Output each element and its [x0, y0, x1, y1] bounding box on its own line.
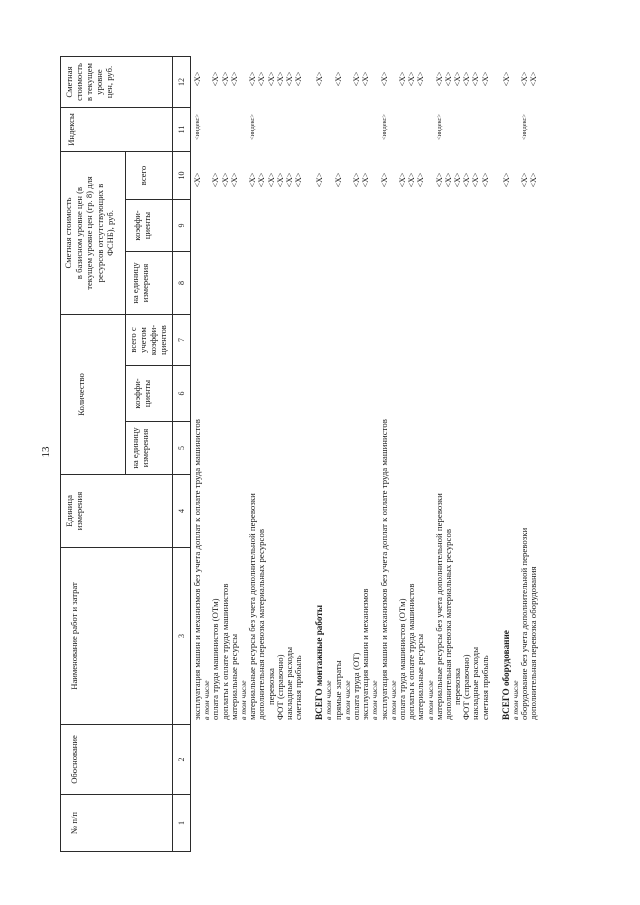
row-name: в том числе: [388, 680, 398, 720]
header-cell-cost-per-unit: на единицу измерения: [125, 251, 173, 315]
table-row: [211, 0, 220, 905]
header-group-base-cost: Сметная стоимость в базисном уровне цен (в текущем уровне цен (гр. 8) для ресурсов отсутствующих в ФСНБ), руб.: [60, 151, 126, 315]
table-row: [285, 0, 294, 905]
cell-base-total: <Х>: [361, 172, 371, 188]
cell-base-total: <Х>: [397, 172, 407, 188]
cell-base-total: <Х>: [220, 172, 230, 188]
cell-index: <индекс>: [521, 114, 529, 140]
table-row: [416, 0, 425, 905]
cell-base-total: <Х>: [471, 172, 481, 188]
row-name: ВСЕГО оборудование: [500, 630, 511, 720]
cell-base-total: <Х>: [434, 172, 444, 188]
column-number: 5: [172, 421, 191, 475]
row-name: перевозка: [452, 668, 463, 705]
header-cell-cost-coefficients: коэффи- циенты: [125, 199, 173, 252]
cell-base-total: <Х>: [193, 172, 202, 188]
table-row: [248, 0, 257, 905]
cell-base-total: <Х>: [453, 172, 463, 188]
row-name: оборудование без учета дополнительной перевозки: [519, 527, 530, 720]
cell-base-total: <Х>: [379, 172, 389, 188]
cell-base-total: <Х>: [443, 172, 453, 188]
header-cell-current-cost: Сметная стоимость в текущем уровне цен, руб.: [60, 56, 173, 108]
column-number: 10: [172, 151, 191, 200]
column-number: 6: [172, 365, 191, 422]
row-name: накладные расходы: [283, 646, 294, 720]
column-number: 2: [172, 724, 191, 795]
row-name: оплата труда (ОТ): [351, 652, 361, 720]
cell-current-total: <Х>: [211, 71, 221, 87]
cell-current-total: <Х>: [520, 71, 530, 87]
table-row: [315, 0, 324, 905]
header-cell-qty-per-unit: на единицу измерения: [125, 421, 173, 475]
row-name: оплата труда машинистов (ОТм): [396, 598, 407, 720]
table-row: [407, 0, 416, 905]
cell-base-total: <Х>: [333, 172, 343, 188]
column-number: 12: [172, 56, 191, 108]
table-row: [343, 0, 352, 905]
cell-base-total: <Х>: [284, 172, 294, 188]
cell-current-total: <Х>: [453, 71, 463, 87]
cell-current-total: <Х>: [248, 71, 258, 87]
cell-current-total: <Х>: [315, 71, 325, 87]
header-cell-work-name: Наименование работ и затрат: [60, 547, 173, 725]
table-row: [462, 0, 471, 905]
row-name: в том числе: [511, 680, 520, 720]
cell-base-total: <Х>: [529, 172, 539, 188]
table-row: [294, 0, 303, 905]
table-section: [315, 0, 490, 905]
row-name: ФОТ (справочно): [274, 654, 285, 720]
cell-current-total: <Х>: [443, 71, 453, 87]
cell-base-total: <Х>: [248, 172, 258, 188]
header-cell-row-number: № п/п: [60, 794, 173, 852]
cell-base-total: <Х>: [407, 172, 417, 188]
table-body: [193, 0, 539, 905]
cell-base-total: <Х>: [352, 172, 361, 188]
cell-current-total: <Х>: [462, 71, 472, 87]
cell-current-total: <Х>: [471, 71, 481, 87]
table-row: [361, 0, 370, 905]
cell-current-total: <Х>: [229, 71, 239, 87]
header-cell-cost-total: всего: [125, 151, 173, 200]
row-name: в том числе: [324, 680, 334, 720]
row-name: дополнительная перевозка материальных ресурсов: [256, 528, 267, 720]
cell-base-total: <Х>: [275, 172, 285, 188]
row-name: в том числе: [342, 680, 352, 720]
column-number: 7: [172, 314, 191, 366]
row-name: прямые затраты: [332, 660, 343, 720]
header-cell-basis: Обоснование: [60, 724, 173, 795]
row-name: накладные расходы: [470, 646, 481, 720]
column-number: 11: [172, 107, 191, 152]
table-row: [529, 0, 538, 905]
table-row: [193, 0, 202, 905]
header-cell-unit: Единица измерения: [60, 474, 173, 548]
row-name: ФОТ (справочно): [461, 654, 472, 720]
table-row: [481, 0, 490, 905]
cell-current-total: <Х>: [193, 71, 202, 87]
row-name: сметная прибыль: [479, 655, 490, 720]
table-row: [426, 0, 435, 905]
cell-index: <индекс>: [435, 114, 443, 140]
cell-base-total: <Х>: [480, 172, 490, 188]
table-row: [520, 0, 529, 905]
cell-current-total: <Х>: [352, 71, 361, 87]
table-row: [276, 0, 285, 905]
table-row: [398, 0, 407, 905]
cell-base-total: <Х>: [266, 172, 276, 188]
page-number: 13: [40, 446, 52, 458]
row-name: материальные ресурсы без учета дополнительной перевозки: [247, 493, 258, 720]
row-name: дополнительная перевозка оборудования: [528, 566, 539, 720]
cell-current-total: <Х>: [480, 71, 490, 87]
cell-current-total: <Х>: [266, 71, 276, 87]
table-row: [324, 0, 333, 905]
row-name: в том числе: [238, 680, 248, 720]
table-row: [511, 0, 520, 905]
cell-current-total: <Х>: [379, 71, 389, 87]
cell-base-total: <Х>: [315, 172, 325, 188]
column-number: 4: [172, 474, 191, 548]
table-row: [334, 0, 343, 905]
cell-current-total: <Х>: [294, 71, 304, 87]
row-name: эксплуатация машин и механизмов без учета доплат к оплате труда машинистов: [378, 419, 389, 720]
table-row: [352, 0, 361, 905]
row-name: перевозка: [265, 668, 276, 705]
table-row: [380, 0, 389, 905]
row-name: доплаты к оплате труда машинистов: [219, 583, 230, 720]
cell-index: <индекс>: [194, 114, 201, 140]
header-cell-qty-coefficients: коэффи- циенты: [125, 365, 173, 422]
table-section: [193, 0, 303, 905]
column-number: 1: [172, 794, 191, 852]
row-name: в том числе: [370, 680, 380, 720]
row-name: материальные ресурсы без учета дополнительной перевозки: [433, 493, 444, 720]
table-row: [221, 0, 230, 905]
table-section: [502, 0, 539, 905]
cell-current-total: <Х>: [333, 71, 343, 87]
row-name: материальные ресурсы: [415, 633, 426, 720]
table-row: [230, 0, 239, 905]
row-name: эксплуатация машин и механизмов: [360, 588, 371, 720]
cell-current-total: <Х>: [220, 71, 230, 87]
row-name: доплаты к оплате труда машинистов: [406, 583, 417, 720]
cell-current-total: <Х>: [416, 71, 426, 87]
table-row: [502, 0, 511, 905]
row-name: сметная прибыль: [293, 655, 304, 720]
table-row: [257, 0, 266, 905]
table-row: [267, 0, 276, 905]
cell-current-total: <Х>: [275, 71, 285, 87]
cell-index: <индекс>: [380, 114, 388, 140]
cell-current-total: <Х>: [257, 71, 267, 87]
cell-index: <индекс>: [249, 114, 257, 140]
row-name: в том числе: [202, 680, 212, 720]
cell-current-total: <Х>: [284, 71, 294, 87]
cell-current-total: <Х>: [361, 71, 371, 87]
header-cell-indices: Индексы: [60, 107, 173, 152]
row-name: материальные ресурсы: [228, 633, 239, 720]
cell-current-total: <Х>: [529, 71, 539, 87]
table-row: [471, 0, 480, 905]
cell-base-total: <Х>: [501, 172, 511, 188]
cell-base-total: <Х>: [294, 172, 304, 188]
table-row: [202, 0, 211, 905]
cell-base-total: <Х>: [257, 172, 267, 188]
row-name: дополнительная перевозка материальных ресурсов: [442, 528, 453, 720]
table-row: [389, 0, 398, 905]
table-row: [435, 0, 444, 905]
cell-base-total: <Х>: [520, 172, 530, 188]
row-name: эксплуатация машин и механизмов без учета доплат к оплате труда машинистов: [192, 419, 202, 720]
cell-base-total: <Х>: [416, 172, 426, 188]
row-name: оплата труда машинистов (ОТм): [210, 598, 221, 720]
table-row: [444, 0, 453, 905]
cell-base-total: <Х>: [229, 172, 239, 188]
row-name: ВСЕГО монтажные работы: [314, 604, 325, 720]
header-group-quantity: Количество: [60, 314, 126, 475]
cell-current-total: <Х>: [434, 71, 444, 87]
cell-current-total: <Х>: [501, 71, 511, 87]
cell-base-total: <Х>: [462, 172, 472, 188]
header-cell-qty-total: всего с учетом коэффи- циентов: [125, 314, 173, 366]
column-number: 3: [172, 547, 191, 725]
cell-current-total: <Х>: [397, 71, 407, 87]
column-number: 9: [172, 199, 191, 252]
cell-base-total: <Х>: [211, 172, 221, 188]
row-name: в том числе: [425, 680, 435, 720]
table-row: [453, 0, 462, 905]
cell-current-total: <Х>: [407, 71, 417, 87]
table-row: [239, 0, 248, 905]
column-number: 8: [172, 251, 191, 315]
